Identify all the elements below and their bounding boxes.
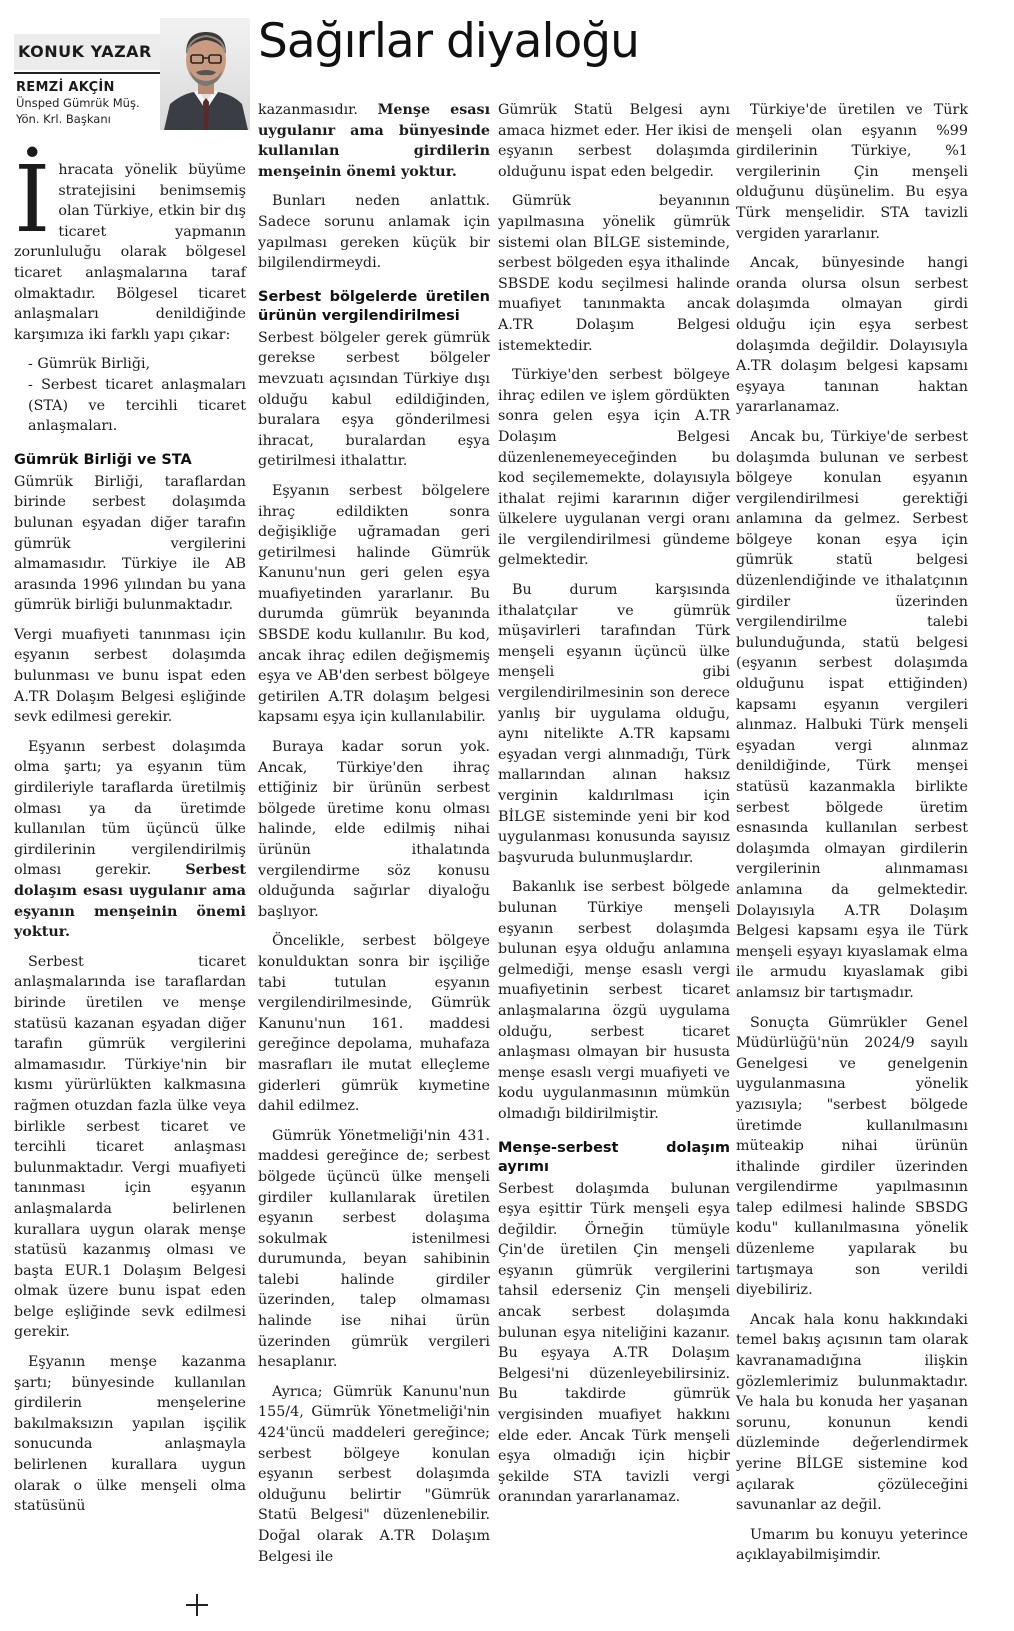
paragraph: Serbest dolaşımda bulunan eşya eşittir Türk menşeli eşya değildir. Örneğin tümüyle Çin'de üretilen Çin menşeli eşyanın gümrük vergilerini tahsil ederseniz Çin menşeli ancak serbest dolaşımda bulunan eşya niteliğini kazanır. Bu eşyaya A.TR Dolaşım Belgesi'ni düzenleyebilirsiniz. Bu takdirde gümrük vergisinden muafiyet hakkını elde eder. Ancak Türk menşeli eşya olmadığı için hiçbir şekilde STA tavizli vergi oranından yararlanamaz.	[498, 1180, 730, 1506]
paragraph: Bakanlık ise serbest bölgede bulunan Türkiye menşeli eşyanın serbest dolaşımda bulunan eşya olduğu anlamına gelmediği, menşe esaslı vergi muafiyetinin serbest ticaret anlaşmalarına özgü uygulama olduğu, serbest ticaret anlaşması olmayan bir hususta menşe esaslı vergi muafiyeti ve kodu uygulanmasının mümkün olmadığı bildirilmiştir.	[498, 879, 730, 1122]
paragraph: Vergi muafiyeti tanınması için eşyanın serbest dolaşımda bulunması ve bunu ispat eden A.TR Dolaşım Belgesi eşliğinde sevk edilmesi gerekir.	[14, 626, 246, 726]
paragraph: Gümrük Birliği, taraflardan birinde serbest dolaşımda bulunan eşyadan diğer tarafın gümrük vergilerini almamasıdır. Türkiye ile AB arasında 1996 yılından bu yana gümrük birliği bulunmaktadır.	[14, 473, 246, 614]
paragraph	[258, 100, 490, 182]
list-item: - Gümrük Birliği,	[28, 356, 151, 373]
paragraph: Serbest ticaret anlaşmalarında ise taraflardan birinde üretilen ve menşe statüsü kazanan eşyadan diğer tarafın gümrük vergilerini almamasıdır. Türkiye'nin bir kısmı yürürlükten kalkmasına rağmen otuzdan fazla ülke veya birlikle serbest ticaret ve tercihli ticaret anlaşması bulunmaktadır. Vergi muafiyeti tanınması için eşyanın anlaşmalarda belirlenen kurallara uygun olarak menşe statüsü kazanmış olması ve başta EUR.1 Dolaşım Belgesi olmak üzere bunu ispat eden belge eşliğinde sevk edilmesi gerekir.	[14, 953, 246, 1341]
article-column-2	[258, 100, 490, 1576]
paragraph: Sonuçta Gümrükler Genel Müdürlüğü'nün 2024/9 sayılı Genelgesi ve genelgenin uygulanmasına yönelik yazısıyla; "serbest bölgede üretimde kullanılmasını müteakip nihai ürünün ithalinde girdiler üzerinden vergilendirme yapılmasının talep edilmesi halinde SBSDG kodu" kullanılmasına yönelik düzenleme yapılarak bu tartışmaya son verildi diyebiliriz.	[736, 1014, 968, 1299]
paragraph: Eşyanın menşe kazanma şartı; bünyesinde kullanılan girdilerin menşelerine bakılmaksızın yapılan işçilik sonucunda anlaşmayla belirlenen kurallara uygun olarak o ülke menşeli olma statüsünü	[14, 1354, 246, 1515]
author-info	[16, 80, 166, 127]
paragraph: Eşyanın serbest bölgelere ihraç edildikten sonra değişikliğe uğramadan geri getirilmesi halinde Gümrük Kanunu'nun geri gelen eşya muafiyetinden yararlanır. Bu durumda gümrük beyanında SBSDE kodu kullanılır. Bu kod, ancak ihraç edilen değişmemiş eşya ve AB'den serbest bölgeye getirilen A.TR dolaşım belgesi kapsamı eşya için kullanılabilir.	[258, 482, 490, 726]
author-role-1: Ünsped Gümrük Müş.	[16, 96, 140, 110]
subheading-serbest-bolgeler: Serbest bölgelerde üretilen ürünün vergilendirilmesi	[258, 288, 490, 324]
byline-block	[14, 28, 238, 132]
emphasis-text: Serbest dolaşım esası uygulanır ama eşyanın menşeinin önemi yoktur.	[14, 862, 247, 941]
section-tag: KONUK YAZAR	[14, 34, 164, 70]
paragraph: Ancak bu, Türkiye'de serbest dolaşımda bulunan ve serbest bölgeye konulan eşyanın vergilendirilmesi gerektiği anlamına da gelmez. Serbest bölgeye konan eşya için gümrük statü belgesi düzenlendiğinde ve ithalatçının girdiler üzerinden vergilendirilme talebi bulunduğunda, statü belgesi (eşyanın serbest dolaşımda olduğunu ispat ettiğinden) kapsamı eşyanın vergileri alınmaz. Halbuki Türk menşeli eşyadan vergi alınmaz denildiğinde, Türk menşei statüsü kazanmakla birlikte serbest bölgede üretim esnasında kullanılan serbest dolaşımda olmayan girdilerin vergilerinin alınmaması anlamına da gelmektedir. Dolayısıyla A.TR Dolaşım Belgesi kapsamı eşya ile Türk menşeli eşyayı kıyaslamak elma ile armudu kıyaslamak gibi anlamsız bir tartışmadır.	[736, 428, 968, 1001]
emphasis-text: Menşe esası uygulanır ama bünyesinde kullanılan girdilerin menşeinin önemi yoktur.	[258, 102, 491, 180]
paragraph: Ancak hala konu hakkındaki temel bakış açısının tam olarak kavranamadığına ilişkin gözlemlerimiz bulunmaktadır. Ve hala bu konuda her yaşanan sorunu, konunun kendi düzleminde değerlendirmek yerine BİLGE sistemine kod açılarak çözüleceğini savunanlar az değil.	[736, 1311, 968, 1514]
paragraph: Türkiye'de üretilen ve Türk menşeli olan eşyanın %99 girdilerinin Türkiye, %1 vergilerinin Çin menşeli olduğunu düşünelim. Bu eşya Türk menşelidir. STA tavizli vergiden yararlanır.	[736, 102, 968, 242]
paragraph: Umarım bu konuyu yeterince açıklayabilmişimdir.	[736, 1526, 968, 1564]
paragraph-text: kazanmasıdır.	[258, 102, 358, 118]
author-role-2: Yön. Krl. Başkanı	[16, 112, 111, 126]
subheading-mense-serbest: Menşe-serbest dolaşım ayrımı	[498, 1139, 730, 1175]
paragraph: Gümrük Yönetmeliği'nin 431. maddesi gereğince de; serbest bölgede üçüncü ülke menşeli girdiler kullanılarak üretilen eşyanın serbest dolaşıma sokulmak istenilmesi durumunda, beyan sahibinin talebi halinde girdiler üzerinden, talep olmaması halinde ise nihai ürün üzerinden gümrük vergileri hesaplanır.	[258, 1127, 490, 1371]
list-item: - Serbest ticaret anlaşmaları (STA) ve tercihli ticaret anlaşmaları.	[28, 376, 246, 435]
paragraph: Ancak, bünyesinde hangi oranda olursa olsun serbest dolaşımda olmayan girdi olduğu için eşya serbest dolaşımda değildir. Dolayısıyla A.TR dolaşım belgesi kapsamı eşyaya tanınan haktan yararlanamaz.	[736, 255, 968, 416]
headline: Sağırlar diyaloğu	[258, 14, 639, 69]
article-column-3	[498, 100, 730, 1517]
paragraph-text: Eşyanın serbest dolaşımda olma şartı; ya eşyanın tüm girdileriyle taraflarda üretilmiş olması ya da üretimde kullanılan tüm üçüncü ülke girdilerinin vergilendirilmiş olması gerekir.	[14, 738, 246, 879]
author-photo	[160, 18, 250, 130]
paragraph: Gümrük beyanının yapılmasına yönelik gümrük sistemi olan BİLGE sisteminde, serbest bölgeden eşya ithalinde SBSDE kodu seçilmesi halinde muafiyet tanınmakta ancak A.TR Dolaşım Belgesi istemektedir.	[498, 193, 730, 354]
paragraph	[14, 737, 246, 943]
article-column-4	[736, 100, 968, 1575]
paragraph: Serbest bölgeler gerek gümrük gerekse serbest bölgeler mevzuatı açısından Türkiye dışı olduğu kabul edildiğinden, buralara eşya gönderilmesi ihracat, buralardan eşya getirilmesi ithalattır.	[258, 329, 490, 470]
subheading-gumruk-birligi: Gümrük Birliği ve STA	[14, 451, 192, 468]
paragraph: Gümrük Statü Belgesi aynı amaca hizmet eder. Her ikisi de eşyanın serbest dolaşımda olduğunu ispat eden belgedir.	[498, 102, 730, 180]
intro-paragraph	[14, 146, 246, 345]
paragraph: Bu durum karşısında ithalatçılar ve gümrük müşavirleri tarafından Türk menşeli eşyanın üçüncü ülke menşeli gibi vergilendirilmesinin son derece yanlış bir uygulama olduğu, aynı nitelikte A.TR kapsamı eşyadan vergi alınmadığı, Türk mallarından alınan haksız verginin kaldırılması için BİLGE sisteminde yeni bir kod uygulanması konusunda sayısız başvuruda bulunmuşlardır.	[498, 582, 730, 866]
paragraph: Öncelikle, serbest bölgeye konulduktan sonra bir işçiliğe tabi tutulan eşyanın vergilendirilmesinde, Gümrük Kanunu'nun 161. maddesi gereğince depolama, muhafaza masrafları ile mutat elleçleme giderleri gümrük kıymetine dahil edilmez.	[258, 933, 490, 1115]
paragraph: Ayrıca; Gümrük Kanunu'nun 155/4, Gümrük Yönetmeliği'nin 424'üncü maddeleri gereğince; serbest bölgeye konulan eşyanın serbest dolaşımda olduğunu belirtir "Gümrük Statü Belgesi" düzenlenebilir. Doğal olarak A.TR Dolaşım Belgesi ile	[258, 1383, 490, 1565]
paragraph: Buraya kadar sorun yok. Ancak, Türkiye'den ihraç ettiğiniz bir ürünün serbest bölgede üretime konu olması halinde, elde edilmiş nihai ürünün ithalatında vergilendirme söz konusu olduğunda sağırlar diyaloğu başlıyor.	[258, 739, 490, 920]
crop-mark-icon	[186, 1594, 208, 1616]
paragraph: Bunları neden anlattık. Sadece sorunu anlamak için yapılması gereken küçük bir bilgilendirmeydi.	[258, 193, 490, 272]
tag-divider	[14, 72, 164, 74]
drop-cap: İ	[14, 146, 51, 253]
paragraph: Türkiye'den serbest bölgeye ihraç edilen ve işlem gördükten sonra gelen eşya için A.TR Dolaşım Belgesi düzenlenemeyeceğinden bu kod seçilememekte, dolayısıyla ithalat rejimi kararının diğer ülkelere uygulanan vergi oranı ile vergilendirilmesi gündeme gelmektedir.	[498, 367, 730, 569]
article-column-1	[14, 146, 247, 1526]
intro-text: hracata yönelik büyüme stratejisini benimsemiş olan Türkiye, etkin bir dış ticaret yapmanın zorunluluğu olarak bölgesel ticaret anlaşmalarına taraf olmaktadır. Bölgesel ticaret anlaşmaları denildiğinde karşımıza iki farklı yapı çıkar:	[14, 162, 246, 343]
author-name: REMZİ AKÇİN	[16, 80, 115, 95]
